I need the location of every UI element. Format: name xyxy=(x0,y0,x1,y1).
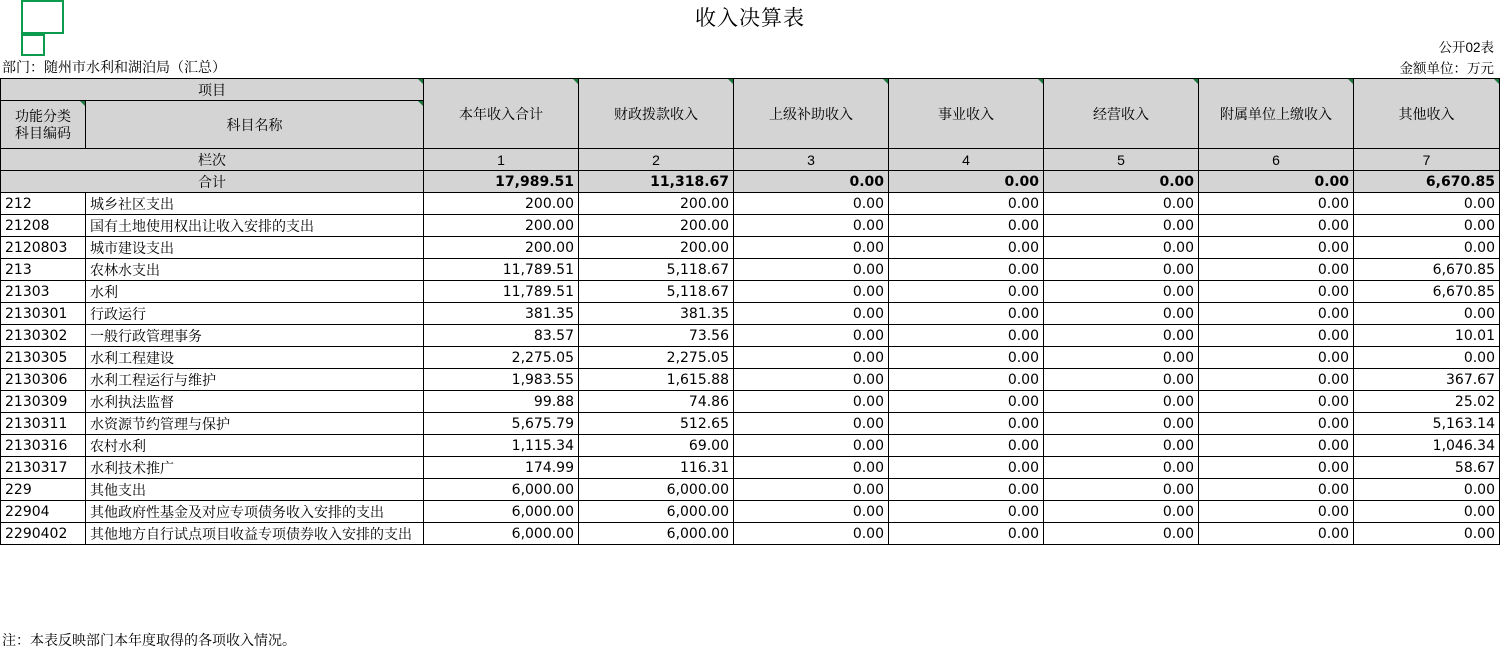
cell-subject-name: 其他地方自行试点项目收益专项债券收入安排的支出 xyxy=(86,523,424,545)
income-final-accounts-table xyxy=(0,78,1500,545)
cell-value-6: 0.00 xyxy=(1199,369,1354,391)
cell-value-4: 0.00 xyxy=(889,215,1044,237)
cell-value-4: 0.00 xyxy=(889,193,1044,215)
cell-value-4: 0.00 xyxy=(889,435,1044,457)
cell-subject-name: 一般行政管理事务 xyxy=(86,325,424,347)
cell-value-5: 0.00 xyxy=(1044,479,1199,501)
cell-value-6: 0.00 xyxy=(1199,347,1354,369)
cell-value-1: 6,000.00 xyxy=(424,523,579,545)
cell-value-7: 25.02 xyxy=(1354,391,1500,413)
cell-value-4: 0.00 xyxy=(889,369,1044,391)
cell-value-2: 5,118.67 xyxy=(579,281,734,303)
col-header-total-income: 本年收入合计 xyxy=(424,79,579,149)
cell-value-6: 0.00 xyxy=(1199,259,1354,281)
col-header-function-code-line2: 科目编码 xyxy=(15,124,71,141)
cell-value-2: 116.31 xyxy=(579,457,734,479)
cell-value-2: 6,000.00 xyxy=(579,479,734,501)
cell-value-1: 6,000.00 xyxy=(424,501,579,523)
cell-value-2: 200.00 xyxy=(579,237,734,259)
cell-value-1: 174.99 xyxy=(424,457,579,479)
selected-cell-outline[interactable] xyxy=(21,0,64,34)
lane-row xyxy=(1,149,1500,171)
cell-value-6: 0.00 xyxy=(1199,523,1354,545)
cell-value-6: 0.00 xyxy=(1199,237,1354,259)
cell-value-7: 6,670.85 xyxy=(1354,281,1500,303)
col-header-affiliated-unit-payment: 附属单位上缴收入 xyxy=(1199,79,1354,149)
cell-value-3: 0.00 xyxy=(734,413,889,435)
cell-subject-name: 城乡社区支出 xyxy=(86,193,424,215)
total-value-6: 0.00 xyxy=(1199,171,1354,193)
cell-value-3: 0.00 xyxy=(734,347,889,369)
table-row xyxy=(1,523,1500,545)
lane-number-2: 2 xyxy=(579,149,734,171)
cell-value-4: 0.00 xyxy=(889,479,1044,501)
total-label: 合计 xyxy=(1,171,424,193)
total-value-3: 0.00 xyxy=(734,171,889,193)
table-row xyxy=(1,237,1500,259)
col-header-superior-subsidy: 上级补助收入 xyxy=(734,79,889,149)
col-header-fiscal-appropriation: 财政拨款收入 xyxy=(579,79,734,149)
table-row xyxy=(1,413,1500,435)
cell-value-7: 6,670.85 xyxy=(1354,259,1500,281)
table-row xyxy=(1,325,1500,347)
cell-value-2: 69.00 xyxy=(579,435,734,457)
cell-value-7: 0.00 xyxy=(1354,237,1500,259)
cell-value-5: 0.00 xyxy=(1044,391,1199,413)
cell-value-6: 0.00 xyxy=(1199,435,1354,457)
cell-value-4: 0.00 xyxy=(889,237,1044,259)
cell-value-5: 0.00 xyxy=(1044,457,1199,479)
cell-function-code: 212 xyxy=(1,193,86,215)
cell-value-4: 0.00 xyxy=(889,413,1044,435)
cell-value-5: 0.00 xyxy=(1044,347,1199,369)
cell-value-3: 0.00 xyxy=(734,303,889,325)
cell-value-3: 0.00 xyxy=(734,391,889,413)
lane-number-3: 3 xyxy=(734,149,889,171)
total-value-2: 11,318.67 xyxy=(579,171,734,193)
table-row xyxy=(1,479,1500,501)
cell-function-code: 2130316 xyxy=(1,435,86,457)
table-row xyxy=(1,347,1500,369)
cell-function-code: 2130306 xyxy=(1,369,86,391)
cell-value-7: 1,046.34 xyxy=(1354,435,1500,457)
cell-value-4: 0.00 xyxy=(889,325,1044,347)
cell-value-6: 0.00 xyxy=(1199,457,1354,479)
cell-value-5: 0.00 xyxy=(1044,215,1199,237)
cell-value-3: 0.00 xyxy=(734,369,889,391)
cell-function-code: 21208 xyxy=(1,215,86,237)
cell-value-7: 0.00 xyxy=(1354,479,1500,501)
total-row xyxy=(1,171,1500,193)
total-value-5: 0.00 xyxy=(1044,171,1199,193)
cell-value-5: 0.00 xyxy=(1044,325,1199,347)
cell-value-6: 0.00 xyxy=(1199,391,1354,413)
cell-function-code: 213 xyxy=(1,259,86,281)
cell-value-5: 0.00 xyxy=(1044,281,1199,303)
cell-value-2: 6,000.00 xyxy=(579,523,734,545)
form-code: 公开02表 xyxy=(1438,40,1494,55)
cell-subject-name: 城市建设支出 xyxy=(86,237,424,259)
cell-value-1: 381.35 xyxy=(424,303,579,325)
cell-value-3: 0.00 xyxy=(734,479,889,501)
table-row xyxy=(1,369,1500,391)
table-row xyxy=(1,501,1500,523)
cell-value-1: 200.00 xyxy=(424,237,579,259)
cell-value-1: 99.88 xyxy=(424,391,579,413)
cell-value-5: 0.00 xyxy=(1044,369,1199,391)
cell-value-1: 2,275.05 xyxy=(424,347,579,369)
table-row xyxy=(1,215,1500,237)
cell-value-5: 0.00 xyxy=(1044,501,1199,523)
cell-subject-name: 国有土地使用权出让收入安排的支出 xyxy=(86,215,424,237)
cell-value-3: 0.00 xyxy=(734,215,889,237)
cell-value-1: 1,983.55 xyxy=(424,369,579,391)
cell-value-3: 0.00 xyxy=(734,259,889,281)
col-header-other-income: 其他收入 xyxy=(1354,79,1500,149)
cell-function-code: 2120803 xyxy=(1,237,86,259)
cell-value-6: 0.00 xyxy=(1199,193,1354,215)
group-header-item: 项目 xyxy=(1,79,424,101)
cell-value-4: 0.00 xyxy=(889,303,1044,325)
cell-value-1: 6,000.00 xyxy=(424,479,579,501)
col-header-operating-institution-income: 事业收入 xyxy=(889,79,1044,149)
cell-value-1: 1,115.34 xyxy=(424,435,579,457)
table-row xyxy=(1,303,1500,325)
cell-value-4: 0.00 xyxy=(889,523,1044,545)
col-header-business-income: 经营收入 xyxy=(1044,79,1199,149)
cell-value-7: 367.67 xyxy=(1354,369,1500,391)
cell-value-3: 0.00 xyxy=(734,435,889,457)
cell-value-2: 5,118.67 xyxy=(579,259,734,281)
lane-number-6: 6 xyxy=(1199,149,1354,171)
cell-subject-name: 水利 xyxy=(86,281,424,303)
cell-function-code: 2130317 xyxy=(1,457,86,479)
lane-label: 栏次 xyxy=(1,149,424,171)
total-value-1: 17,989.51 xyxy=(424,171,579,193)
cell-value-1: 5,675.79 xyxy=(424,413,579,435)
cell-value-6: 0.00 xyxy=(1199,413,1354,435)
cell-subject-name: 水利工程运行与维护 xyxy=(86,369,424,391)
cell-value-7: 0.00 xyxy=(1354,193,1500,215)
col-header-function-code xyxy=(1,101,86,149)
footnote: 注：本表反映部门本年度取得的各项收入情况。 xyxy=(2,632,296,648)
cell-value-7: 0.00 xyxy=(1354,501,1500,523)
cell-value-5: 0.00 xyxy=(1044,193,1199,215)
table-row xyxy=(1,435,1500,457)
cell-subject-name: 水利技术推广 xyxy=(86,457,424,479)
cell-function-code: 2130302 xyxy=(1,325,86,347)
cell-value-7: 0.00 xyxy=(1354,347,1500,369)
cell-subject-name: 行政运行 xyxy=(86,303,424,325)
cell-value-5: 0.00 xyxy=(1044,303,1199,325)
total-value-7: 6,670.85 xyxy=(1354,171,1500,193)
cell-function-code: 2130305 xyxy=(1,347,86,369)
cell-subject-name: 农林水支出 xyxy=(86,259,424,281)
cell-value-7: 0.00 xyxy=(1354,523,1500,545)
cell-value-4: 0.00 xyxy=(889,457,1044,479)
page-title: 收入决算表 xyxy=(695,6,805,30)
cell-value-4: 0.00 xyxy=(889,259,1044,281)
cell-function-code: 2290402 xyxy=(1,523,86,545)
cell-value-3: 0.00 xyxy=(734,325,889,347)
table-row xyxy=(1,457,1500,479)
table-row xyxy=(1,259,1500,281)
cell-value-4: 0.00 xyxy=(889,281,1044,303)
cell-value-3: 0.00 xyxy=(734,193,889,215)
cell-function-code: 21303 xyxy=(1,281,86,303)
col-header-subject-name: 科目名称 xyxy=(86,101,424,149)
cell-value-7: 5,163.14 xyxy=(1354,413,1500,435)
cell-subject-name: 水利工程建设 xyxy=(86,347,424,369)
cell-subject-name: 其他政府性基金及对应专项债务收入安排的支出 xyxy=(86,501,424,523)
cell-value-7: 0.00 xyxy=(1354,215,1500,237)
cell-subject-name: 水利执法监督 xyxy=(86,391,424,413)
table-body xyxy=(1,193,1500,545)
cell-value-7: 58.67 xyxy=(1354,457,1500,479)
cell-value-4: 0.00 xyxy=(889,391,1044,413)
cell-value-4: 0.00 xyxy=(889,501,1044,523)
cell-value-2: 1,615.88 xyxy=(579,369,734,391)
cell-value-3: 0.00 xyxy=(734,281,889,303)
cell-value-2: 73.56 xyxy=(579,325,734,347)
cell-value-5: 0.00 xyxy=(1044,237,1199,259)
table-row xyxy=(1,281,1500,303)
cell-value-2: 512.65 xyxy=(579,413,734,435)
cell-function-code: 22904 xyxy=(1,501,86,523)
cell-value-2: 74.86 xyxy=(579,391,734,413)
total-value-4: 0.00 xyxy=(889,171,1044,193)
cell-value-1: 200.00 xyxy=(424,215,579,237)
col-header-function-code-line1: 功能分类 xyxy=(15,107,71,124)
table-row xyxy=(1,193,1500,215)
cell-value-2: 200.00 xyxy=(579,193,734,215)
cell-value-3: 0.00 xyxy=(734,523,889,545)
cell-value-6: 0.00 xyxy=(1199,215,1354,237)
amount-unit-line: 金额单位：万元 xyxy=(1399,61,1494,76)
cell-function-code: 2130301 xyxy=(1,303,86,325)
cell-subject-name: 其他支出 xyxy=(86,479,424,501)
cell-value-1: 83.57 xyxy=(424,325,579,347)
lane-number-7: 7 xyxy=(1354,149,1500,171)
cell-value-3: 0.00 xyxy=(734,237,889,259)
cell-value-5: 0.00 xyxy=(1044,413,1199,435)
lane-number-5: 5 xyxy=(1044,149,1199,171)
cell-value-2: 381.35 xyxy=(579,303,734,325)
cell-value-6: 0.00 xyxy=(1199,479,1354,501)
department-line: 部门：随州市水利和湖泊局（汇总） xyxy=(2,59,226,75)
cell-value-2: 2,275.05 xyxy=(579,347,734,369)
cell-value-2: 6,000.00 xyxy=(579,501,734,523)
cell-value-5: 0.00 xyxy=(1044,523,1199,545)
cell-value-5: 0.00 xyxy=(1044,259,1199,281)
cell-value-3: 0.00 xyxy=(734,501,889,523)
cell-function-code: 2130309 xyxy=(1,391,86,413)
cell-value-7: 0.00 xyxy=(1354,303,1500,325)
lane-number-4: 4 xyxy=(889,149,1044,171)
cell-value-4: 0.00 xyxy=(889,347,1044,369)
cell-subject-name: 农村水利 xyxy=(86,435,424,457)
cell-value-6: 0.00 xyxy=(1199,281,1354,303)
table-row xyxy=(1,391,1500,413)
lane-number-1: 1 xyxy=(424,149,579,171)
cell-value-2: 200.00 xyxy=(579,215,734,237)
selected-cell-outline-secondary[interactable] xyxy=(21,34,45,56)
cell-value-1: 11,789.51 xyxy=(424,281,579,303)
cell-value-3: 0.00 xyxy=(734,457,889,479)
cell-function-code: 2130311 xyxy=(1,413,86,435)
cell-value-5: 0.00 xyxy=(1044,435,1199,457)
cell-value-6: 0.00 xyxy=(1199,501,1354,523)
cell-value-7: 10.01 xyxy=(1354,325,1500,347)
header-group-row xyxy=(1,79,1500,101)
cell-function-code: 229 xyxy=(1,479,86,501)
cell-value-6: 0.00 xyxy=(1199,303,1354,325)
cell-value-6: 0.00 xyxy=(1199,325,1354,347)
cell-value-1: 11,789.51 xyxy=(424,259,579,281)
cell-value-1: 200.00 xyxy=(424,193,579,215)
cell-subject-name: 水资源节约管理与保护 xyxy=(86,413,424,435)
title-row xyxy=(0,0,1500,34)
